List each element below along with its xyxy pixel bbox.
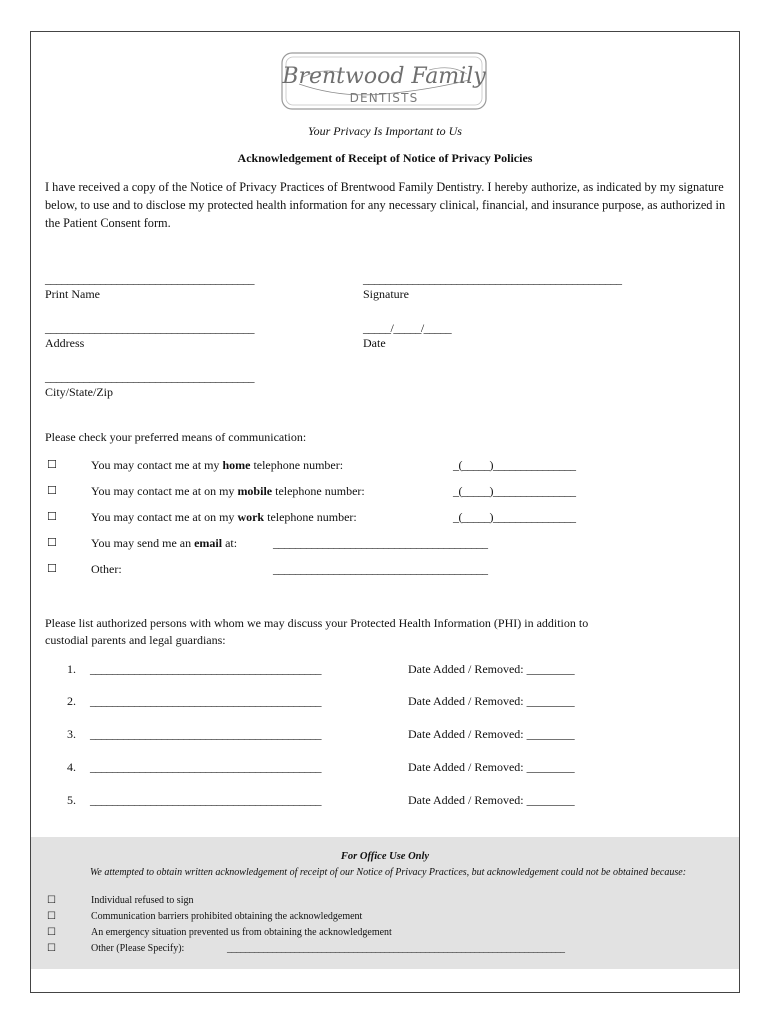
office-item-label: Other (Please Specify): <box>91 943 185 954</box>
option-text: telephone number: <box>250 458 344 472</box>
date-added-removed-label[interactable]: Date Added / Removed: ________ <box>408 694 575 708</box>
communication-prompt: Please check your preferred means of communication: <box>45 430 307 444</box>
list-item-number: 2. <box>67 694 76 708</box>
office-use-description: We attempted to obtain written acknowledgement of receipt of our Notice of Privacy Practices, but acknowledgement could not be obtained because: <box>89 867 687 878</box>
office-use-section <box>31 837 739 969</box>
brentwood-family-dentists-logo <box>279 50 489 112</box>
work-phone-field[interactable]: _(_____)_______________ <box>453 510 576 524</box>
home-phone-field[interactable]: _(_____)_______________ <box>453 458 576 472</box>
option-text: You may contact me at on my <box>91 510 238 524</box>
email-field[interactable]: _______________________________________ <box>273 536 488 550</box>
home-phone-checkbox[interactable]: ☐ <box>47 458 57 471</box>
office-use-heading: For Office Use Only <box>340 851 430 862</box>
city-state-zip-label: City/State/Zip <box>45 385 113 399</box>
office-item-label: Communication barriers prohibited obtaining the acknowledgement <box>91 911 363 922</box>
date-added-removed-label[interactable]: Date Added / Removed: ________ <box>408 793 575 807</box>
authorized-person-field[interactable]: __________________________________________ <box>90 694 321 708</box>
intro-paragraph: I have received a copy of the Notice of Privacy Practices of Brentwood Family Dentistry. I hereby authorize, as indicated by my signature below, to use and to disclose my protected health information for any necessary clinical, financial, and insurance purpose, as authorized in the Patient Consent form. <box>45 180 726 230</box>
tagline: Your Privacy Is Important to Us <box>308 124 462 138</box>
date-label: Date <box>363 336 386 350</box>
communication-barriers-checkbox[interactable]: ☐ <box>47 911 56 922</box>
list-item-number: 3. <box>67 727 76 741</box>
work-phone-option <box>91 510 357 525</box>
option-text: You may contact me at on my <box>91 484 238 498</box>
home-phone-option <box>91 458 343 473</box>
other-specify-checkbox[interactable]: ☐ <box>47 943 56 954</box>
mobile-phone-checkbox[interactable]: ☐ <box>47 484 57 497</box>
date-added-removed-label[interactable]: Date Added / Removed: ________ <box>408 662 575 676</box>
mobile-phone-field[interactable]: _(_____)_______________ <box>453 484 576 498</box>
email-option <box>91 536 237 551</box>
svg-text:DENTISTS: DENTISTS <box>349 91 419 105</box>
authorized-person-field[interactable]: __________________________________________ <box>90 727 321 741</box>
authorized-person-field[interactable]: __________________________________________ <box>90 662 321 676</box>
svg-text:Brentwood Family: Brentwood Family <box>282 64 486 89</box>
form-page <box>30 31 740 993</box>
refused-checkbox[interactable]: ☐ <box>47 895 56 906</box>
list-item-number: 4. <box>67 760 76 774</box>
print-name-label: Print Name <box>45 287 100 301</box>
option-bold: email <box>194 536 223 550</box>
option-bold: home <box>222 458 251 472</box>
authorized-prompt-line-2: custodial parents and legal guardians: <box>45 633 226 647</box>
option-text: You may contact me at my <box>91 458 223 472</box>
option-text: telephone number: <box>264 510 357 524</box>
option-bold: work <box>237 510 265 524</box>
signature-label: Signature <box>363 287 409 301</box>
other-field[interactable]: _______________________________________ <box>273 562 488 576</box>
authorized-person-field[interactable]: __________________________________________ <box>90 793 321 807</box>
date-added-removed-label[interactable]: Date Added / Removed: ________ <box>408 760 575 774</box>
mobile-phone-option <box>91 484 365 499</box>
address-field[interactable]: ______________________________________ <box>45 321 254 335</box>
form-title: Acknowledgement of Receipt of Notice of Privacy Policies <box>237 151 533 165</box>
address-label: Address <box>45 336 85 350</box>
other-specify-field[interactable]: ___________________________________________________________________________ <box>227 943 565 954</box>
other-option: Other: <box>91 562 122 576</box>
authorized-prompt-line-1: Please list authorized persons with whom we may discuss your Protected Health Information (PHI) in addition to <box>45 616 589 630</box>
date-added-removed-label[interactable]: Date Added / Removed: ________ <box>408 727 575 741</box>
authorized-person-field[interactable]: __________________________________________ <box>90 760 321 774</box>
other-checkbox[interactable]: ☐ <box>47 562 57 575</box>
option-text: telephone number: <box>272 484 365 498</box>
list-item-number: 5. <box>67 793 76 807</box>
option-text: You may send me an <box>91 536 195 550</box>
option-bold: mobile <box>237 484 273 498</box>
emergency-checkbox[interactable]: ☐ <box>47 927 56 938</box>
option-text: at: <box>222 536 238 550</box>
city-state-zip-field[interactable]: ______________________________________ <box>45 370 254 384</box>
date-field[interactable]: _____/_____/_____ <box>363 321 452 335</box>
office-item-label: An emergency situation prevented us from obtaining the acknowledgement <box>91 927 392 938</box>
office-item-label: Individual refused to sign <box>91 895 194 906</box>
signature-field[interactable]: _______________________________________________ <box>363 272 622 286</box>
list-item-number: 1. <box>67 662 76 676</box>
work-phone-checkbox[interactable]: ☐ <box>47 510 57 523</box>
email-checkbox[interactable]: ☐ <box>47 536 57 549</box>
print-name-field[interactable]: ______________________________________ <box>45 272 254 286</box>
